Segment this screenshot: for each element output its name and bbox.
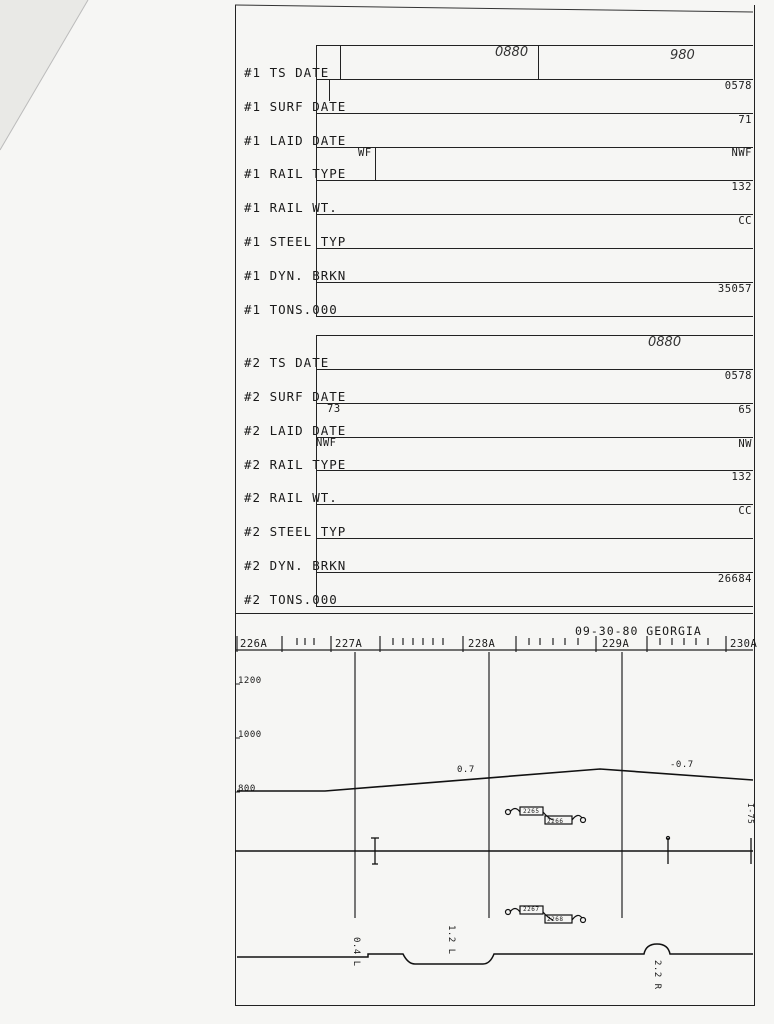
t2-rail-wt-value: 132 <box>731 471 752 483</box>
t2-steel-typ-value: CC <box>738 505 752 517</box>
t1-steel-typ-label: #1 STEEL TYP <box>244 234 347 249</box>
t1-laid-date-value: 71 <box>738 114 752 126</box>
t2-ts-date-label: #2 TS DATE <box>244 355 330 370</box>
t2-surf-date-value: 0578 <box>724 370 752 382</box>
t2-tons-value: 26684 <box>717 573 752 585</box>
t1-rail-type-label: #1 RAIL TYPE <box>244 166 347 181</box>
switch-label: 2267 <box>523 906 540 913</box>
milepost-label: 229A <box>602 638 630 650</box>
t2-rail-type-left-value: NWF <box>316 437 337 449</box>
grade-label: -0.7 <box>670 760 694 770</box>
milepost-label: 226A <box>240 638 268 650</box>
milepost-label: 227A <box>335 638 363 650</box>
t2-rail-type-right-value: NW <box>738 438 752 450</box>
t1-ts-date-handwritten-b: 980 <box>670 48 695 63</box>
t1-steel-typ-value: CC <box>738 215 752 227</box>
switch-label: 2268 <box>547 916 564 923</box>
grade-profile-line <box>237 769 753 791</box>
t2-dyn-brkn-label: #2 DYN. BRKN <box>244 558 347 573</box>
t2-laid-date-right-value: 65 <box>738 404 752 416</box>
turnout-symbol <box>506 807 586 824</box>
t1-rail-type-right-value: NWF <box>731 147 752 159</box>
switch-label: 2265 <box>523 808 540 815</box>
top-border <box>235 5 753 12</box>
grade-label: 0.7 <box>457 765 475 775</box>
t1-surf-date-value: 0578 <box>724 80 752 92</box>
t2-steel-typ-label: #2 STEEL TYP <box>244 524 347 539</box>
milepost-ruler <box>235 636 758 652</box>
turnout-symbol <box>506 906 586 923</box>
elevation-label: 800 <box>238 784 256 794</box>
t1-dyn-brkn-label: #1 DYN. BRKN <box>244 268 347 283</box>
t1-rail-wt-value: 132 <box>731 181 752 193</box>
t1-ts-date-handwritten-a: 0880 <box>495 45 529 60</box>
t1-rail-wt-label: #1 RAIL WT. <box>244 200 338 215</box>
switch-label: 2266 <box>547 818 564 825</box>
curve-label: 1.2 L <box>446 925 456 955</box>
t2-tons-label: #2 TONS.000 <box>244 592 338 607</box>
elevation-label: 1200 <box>238 676 262 686</box>
curve-label: 0.4 L <box>351 937 361 967</box>
t2-rail-type-label: #2 RAIL TYPE <box>244 457 347 472</box>
t2-laid-date-label: #2 LAID DATE <box>244 423 347 438</box>
profile-date-location: 09-30-80 GEORGIA <box>575 624 702 638</box>
t1-ts-date-label: #1 TS DATE <box>244 65 330 80</box>
elevation-label: 1000 <box>238 730 262 740</box>
curve-label: 2.2 R <box>652 960 662 990</box>
t1-tons-label: #1 TONS.000 <box>244 302 338 317</box>
t1-tons-value: 35057 <box>717 283 752 295</box>
side-mark: I-75 <box>746 803 755 825</box>
t2-ts-date-handwritten: 0880 <box>648 335 682 350</box>
curvature-line <box>237 944 753 964</box>
elevation-ticks <box>235 684 240 792</box>
t1-laid-date-label: #1 LAID DATE <box>244 133 347 148</box>
t1-rail-type-left-value: WF <box>358 147 372 159</box>
t2-surf-date-label: #2 SURF DATE <box>244 389 347 404</box>
milepost-label: 230A <box>730 638 758 650</box>
t2-rail-wt-label: #2 RAIL WT. <box>244 490 338 505</box>
t2-laid-date-left-value: 73 <box>327 403 341 415</box>
t1-surf-date-label: #1 SURF DATE <box>244 99 347 114</box>
milepost-label: 228A <box>468 638 496 650</box>
